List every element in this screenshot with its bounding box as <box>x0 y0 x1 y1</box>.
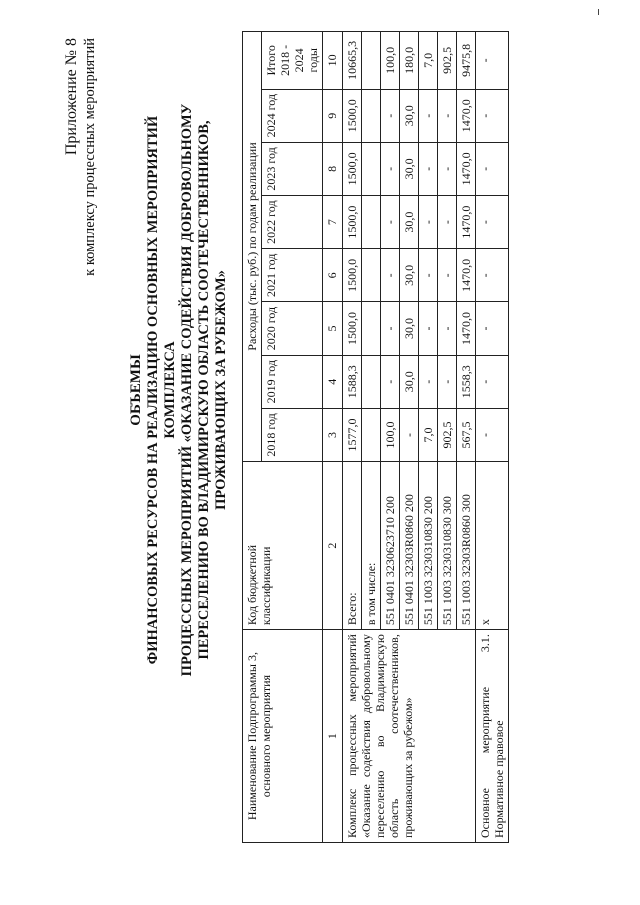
value-cell: 1470,0 <box>457 302 476 355</box>
value-cell: - <box>381 249 400 302</box>
value-cell: 1470,0 <box>457 142 476 195</box>
value-cell: 30,0 <box>400 196 419 249</box>
column-numbers-row <box>323 32 343 843</box>
column-number: 7 <box>323 196 343 249</box>
title-line-5: ПРОЖИВАЮЩИХ ЗА РУБЕЖОМ» <box>213 270 229 510</box>
value-cell: 1577,0 <box>343 408 362 461</box>
budget-code-cell: x <box>476 462 509 630</box>
value-cell: - <box>381 89 400 142</box>
main-activity-name-cell: Основное мероприятие 3.1. Нормативное правовое <box>476 630 509 843</box>
value-cell: 30,0 <box>400 89 419 142</box>
header-year: 2018 год <box>262 408 323 461</box>
header-year: 2019 год <box>262 355 323 408</box>
value-cell: 1500,0 <box>343 142 362 195</box>
header-expenses: Расходы (тыс. руб.) по годам реализации <box>243 32 262 462</box>
value-cell: - <box>438 142 457 195</box>
header-year: 2023 год <box>262 142 323 195</box>
total-cell: 100,0 <box>381 32 400 90</box>
value-cell: 902,5 <box>438 408 457 461</box>
column-number: 1 <box>323 630 343 843</box>
value-cell: - <box>476 196 509 249</box>
value-cell: - <box>476 249 509 302</box>
header-name: Наименование Подпрограммы 3, основного мероприятия <box>243 630 323 843</box>
value-cell: - <box>381 142 400 195</box>
header-total: Итого 2018 - 2024 годы <box>262 32 323 90</box>
value-cell: 100,0 <box>381 408 400 461</box>
value-cell: - <box>419 249 438 302</box>
value-cell: 1558,3 <box>457 355 476 408</box>
value-cell: - <box>381 355 400 408</box>
total-cell <box>362 32 381 90</box>
total-cell: 7,0 <box>419 32 438 90</box>
value-cell: 30,0 <box>400 355 419 408</box>
budget-code-cell: 551 0401 3230623710 200 <box>381 462 400 630</box>
value-cell <box>362 302 381 355</box>
value-cell <box>362 249 381 302</box>
value-cell: 1500,0 <box>343 302 362 355</box>
value-cell: 1470,0 <box>457 249 476 302</box>
budget-code-cell: 551 0401 32303R0860 200 <box>400 462 419 630</box>
title-line-1: ОБЪЕМЫ <box>128 354 144 426</box>
value-cell: - <box>476 408 509 461</box>
value-cell: - <box>419 89 438 142</box>
header-year: 2021 год <box>262 249 323 302</box>
financing-table <box>242 31 509 843</box>
title-line-3: ПРОЦЕССНЫХ МЕРОПРИЯТИЙ «ОКАЗАНИЕ СОДЕЙСТВИЯ ДОБРОВОЛЬНОМУ <box>179 103 195 677</box>
value-cell: - <box>438 196 457 249</box>
value-cell: - <box>381 302 400 355</box>
value-cell: - <box>381 196 400 249</box>
value-cell: - <box>438 89 457 142</box>
appendix-subtitle: к комплексу процессных мероприятий <box>82 38 98 276</box>
table-row <box>476 32 509 843</box>
value-cell: - <box>419 142 438 195</box>
scan-mark <box>598 9 599 15</box>
value-cell: 1470,0 <box>457 196 476 249</box>
header-year: 2020 год <box>262 302 323 355</box>
total-cell: - <box>476 32 509 90</box>
appendix-number: Приложение № 8 <box>63 38 80 156</box>
budget-code-cell: 551 1003 32303R0860 300 <box>457 462 476 630</box>
column-number: 10 <box>323 32 343 90</box>
value-cell: 1500,0 <box>343 196 362 249</box>
budget-code-cell: в том числе: <box>362 462 381 630</box>
title-line-4: ПЕРЕСЕЛЕНИЮ ВО ВЛАДИМИРСКУЮ ОБЛАСТЬ СООТЕЧЕСТВЕННИКОВ, <box>196 120 212 660</box>
value-cell: 567,5 <box>457 408 476 461</box>
value-cell: - <box>438 355 457 408</box>
value-cell <box>362 89 381 142</box>
value-cell: - <box>419 196 438 249</box>
value-cell: 1500,0 <box>343 89 362 142</box>
value-cell: - <box>419 355 438 408</box>
total-cell: 180,0 <box>400 32 419 90</box>
budget-code-cell: 551 1003 3230310830 300 <box>438 462 457 630</box>
header-code: Код бюджетной классификации <box>243 462 323 630</box>
value-cell: 7,0 <box>419 408 438 461</box>
value-cell: - <box>476 355 509 408</box>
value-cell: - <box>438 302 457 355</box>
value-cell: 30,0 <box>400 302 419 355</box>
value-cell: - <box>400 408 419 461</box>
total-cell: 9475,8 <box>457 32 476 90</box>
column-number: 6 <box>323 249 343 302</box>
appendix-note <box>62 38 100 276</box>
total-cell: 10665,3 <box>343 32 362 90</box>
budget-code-cell: Всего: <box>343 462 362 630</box>
header-row-1 <box>243 32 262 843</box>
value-cell <box>362 408 381 461</box>
value-cell <box>362 196 381 249</box>
header-year: 2022 год <box>262 196 323 249</box>
column-number: 3 <box>323 408 343 461</box>
column-number: 4 <box>323 355 343 408</box>
document-title <box>128 80 230 700</box>
column-number: 8 <box>323 142 343 195</box>
table-row <box>343 32 362 843</box>
value-cell: 1500,0 <box>343 249 362 302</box>
value-cell: - <box>476 302 509 355</box>
value-cell: 30,0 <box>400 249 419 302</box>
column-number: 9 <box>323 89 343 142</box>
column-number: 2 <box>323 462 343 630</box>
budget-code-cell: 551 1003 3230310830 200 <box>419 462 438 630</box>
column-number: 5 <box>323 302 343 355</box>
total-cell: 902,5 <box>438 32 457 90</box>
value-cell <box>362 142 381 195</box>
value-cell: - <box>438 249 457 302</box>
value-cell: - <box>419 302 438 355</box>
value-cell: 30,0 <box>400 142 419 195</box>
value-cell: - <box>476 89 509 142</box>
header-year: 2024 год <box>262 89 323 142</box>
value-cell: - <box>476 142 509 195</box>
program-name-cell: Комплекс процессных мероприятий «Оказание содействия добровольному переселению во Владимирскую область соотечественников, проживающих за рубежом» <box>343 630 476 843</box>
title-line-2: ФИНАНСОВЫХ РЕСУРСОВ НА РЕАЛИЗАЦИЮ ОСНОВНЫХ МЕРОПРИЯТИЙ КОМПЛЕКСА <box>145 115 178 665</box>
value-cell <box>362 355 381 408</box>
value-cell: 1588,3 <box>343 355 362 408</box>
value-cell: 1470,0 <box>457 89 476 142</box>
